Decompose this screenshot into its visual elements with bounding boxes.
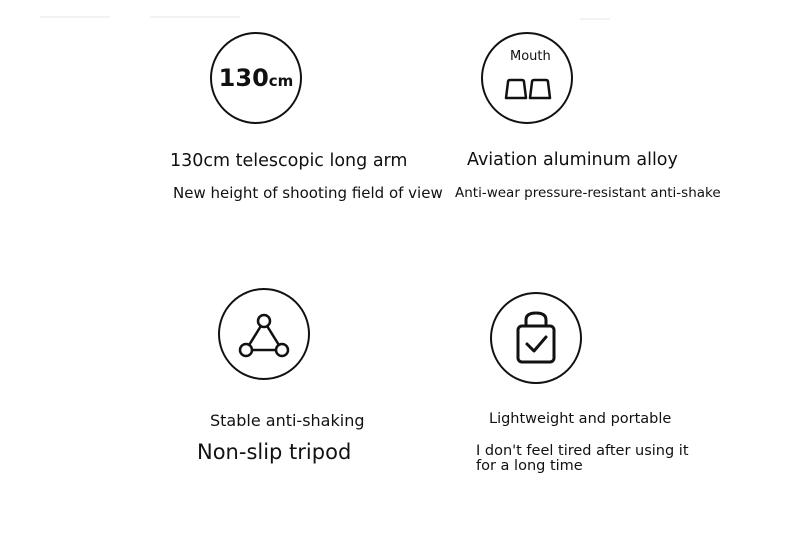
decorative-stroke [40,16,110,18]
ruler-length-icon [219,64,294,92]
decorative-stroke [580,18,610,20]
decorative-stroke [150,16,240,18]
feature-subtitle-line2: for a long time [476,458,583,474]
badge-number: 130 [218,64,269,92]
triangle-tripod-icon [226,310,302,358]
feature-badge-tripod [218,288,310,380]
feature-subtitle: New height of shooting field of view [173,184,443,202]
feature-badge-length [210,32,302,124]
feature-title: Lightweight and portable [489,411,672,427]
mouth-clamp-icon [483,34,571,122]
feature-badge-portable [490,292,582,384]
feature-subtitle-line1: I don't feel tired after using it [476,443,689,459]
feature-subtitle: Anti-wear pressure-resistant anti-shake [455,185,721,201]
badge-unit: cm [268,72,294,90]
feature-title: Aviation aluminum alloy [467,150,678,170]
feature-subtitle: Non-slip tripod [197,440,352,464]
feature-title: Stable anti-shaking [210,411,365,430]
badge-label: Mouth [510,49,551,64]
shopping-bag-check-icon [514,310,558,366]
feature-title: 130cm telescopic long arm [170,151,408,171]
feature-badge-mouth [481,32,573,124]
